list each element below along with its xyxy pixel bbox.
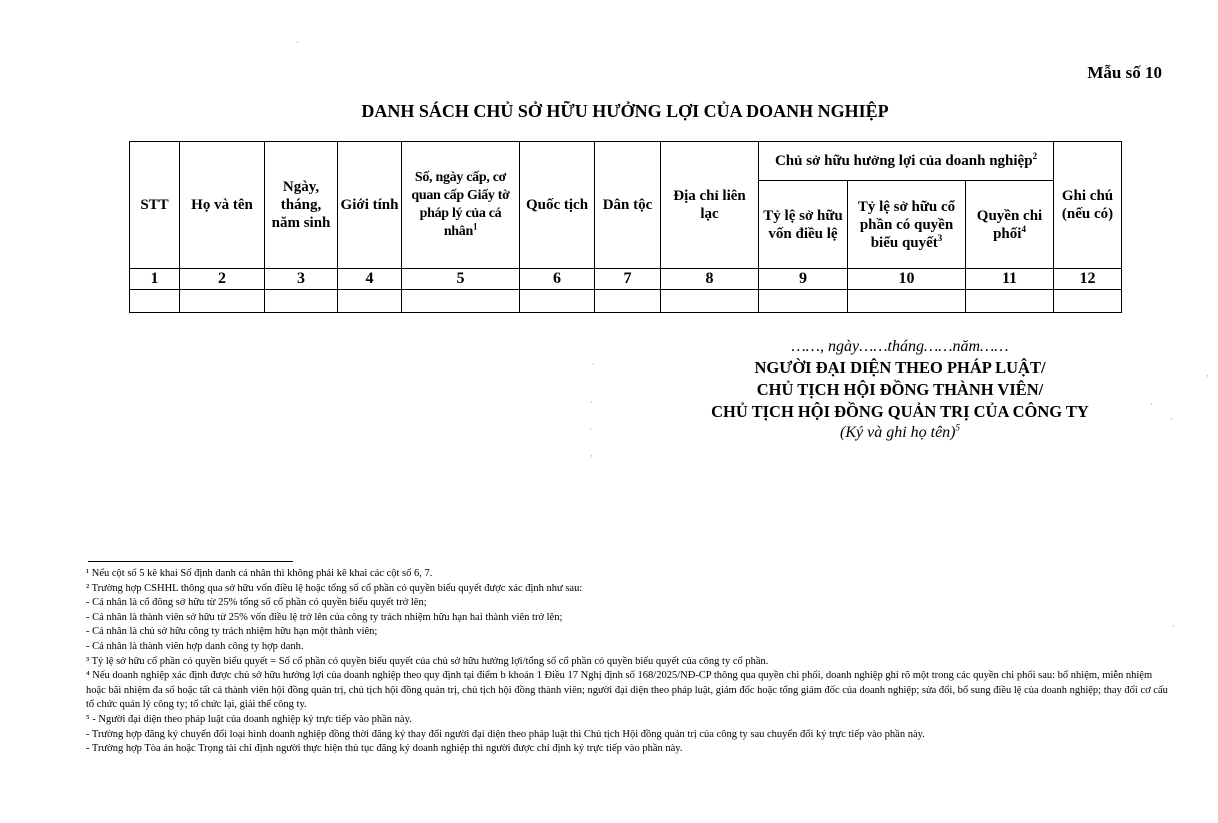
- table-row: [130, 290, 1122, 313]
- column-number: 4: [338, 269, 402, 290]
- footnote-ref: 5: [955, 422, 961, 433]
- column-number: 9: [759, 269, 848, 290]
- scan-speck: ·: [589, 425, 592, 435]
- column-number: 12: [1054, 269, 1122, 290]
- table-cell: [661, 290, 759, 313]
- header-notes: Ghi chú (nếu có): [1054, 142, 1122, 269]
- document-title: DANH SÁCH CHỦ SỞ HỮU HƯỞNG LỢI CỦA DOANH NGHIỆP: [361, 101, 889, 121]
- footnote: ¹ Nếu cột số 5 kê khai Số định danh cá nhân thì không phải kê khai các cột số 6, 7.: [86, 568, 433, 579]
- column-number: 8: [661, 269, 759, 290]
- header-control-right-label: Quyền chi phối: [976, 207, 1043, 242]
- footnote: ⁵ - Người đại diện theo pháp luật của doanh nghiệp ký trực tiếp vào phần này.: [86, 713, 412, 725]
- column-number: 5: [402, 269, 520, 290]
- table-cell: [130, 290, 180, 313]
- header-legal-document: [402, 142, 520, 269]
- scan-speck: ·: [590, 452, 593, 462]
- signature-instruction: [660, 423, 1140, 443]
- scan-speck: ·: [590, 398, 593, 408]
- footnote-ref: 4: [1021, 223, 1026, 234]
- header-row: [130, 142, 1122, 181]
- footnote: - Trường hợp đăng ký chuyển đổi loại hình doanh nghiệp đồng thời đăng ký thay đổi người đại diện theo pháp luật thì Chủ tịch Hội đồng quản trị của công ty sau chuyển đổi ký trực tiếp vào phần này.: [86, 728, 925, 740]
- column-number: 1: [130, 269, 180, 290]
- footnote: - Trường hợp Tòa án hoặc Trọng tài chỉ định người thực hiện thủ tục đăng ký doanh nghiệp thì người được chỉ định ký trực tiếp vào phần này.: [86, 743, 683, 755]
- scan-speck: ·: [1172, 622, 1175, 632]
- header-full-name: Họ và tên: [180, 142, 265, 269]
- footnote-ref: 2: [1032, 151, 1038, 161]
- column-number: 2: [180, 269, 265, 290]
- header-group-label: Chủ sở hữu hưởng lợi của doanh nghiệp: [774, 153, 1033, 169]
- header-stt: STT: [130, 142, 180, 269]
- header-ethnicity: Dân tộc: [595, 142, 661, 269]
- header-contact-address: Địa chỉ liên lạc: [661, 142, 759, 269]
- scan-speck: ·: [592, 360, 595, 370]
- column-number: 6: [520, 269, 595, 290]
- header-gender: Giới tính: [338, 142, 402, 269]
- table-cell: [966, 290, 1054, 313]
- signature-block: [660, 337, 1140, 443]
- scan-speck: ·: [1170, 415, 1173, 425]
- form-number: Mẫu số 10: [1087, 63, 1162, 82]
- header-voting-share-ratio: [848, 181, 966, 269]
- header-legal-document-label: Số, ngày cấp, cơ quan cấp Giấy tờ pháp lý của cá nhân: [411, 170, 510, 239]
- signer-role-line: CHỦ TỊCH HỘI ĐỒNG QUẢN TRỊ CỦA CÔNG TY: [711, 402, 1089, 421]
- scan-speck: ·: [1206, 372, 1209, 382]
- table-cell: [180, 290, 265, 313]
- column-number: 7: [595, 269, 661, 290]
- column-number: 11: [966, 269, 1054, 290]
- scan-speck: ·: [1150, 400, 1153, 410]
- footnote: - Cá nhân là cổ đông sở hữu từ 25% tổng số cổ phần có quyền biểu quyết trở lên;: [86, 597, 427, 609]
- header-control-right: [966, 181, 1054, 269]
- beneficial-owners-table: [129, 141, 1122, 313]
- column-number: 3: [265, 269, 338, 290]
- table-cell: [759, 290, 848, 313]
- scan-speck: ·: [296, 38, 299, 48]
- footnote: ² Trường hợp CSHHL thông qua sở hữu vốn điều lệ hoặc tổng số cổ phần có quyền biểu quyết được xác định như sau:: [86, 582, 583, 594]
- table-cell: [848, 290, 966, 313]
- footnote: - Cá nhân là chủ sở hữu công ty trách nhiệm hữu hạn một thành viên;: [86, 626, 378, 638]
- footnote: - Cá nhân là thành viên hợp danh công ty hợp danh.: [86, 640, 304, 652]
- footnote: ³ Tỷ lệ sở hữu cổ phần có quyền biểu quyết = Số cổ phần có quyền biểu quyết của chủ sở hữu hưởng lợi/tổng số cổ phần có quyền biểu quyết của công ty cổ phần.: [86, 655, 769, 667]
- header-voting-share-label: Tỷ lệ sở hữu cổ phần có quyền biểu quyết: [857, 198, 956, 251]
- header-capital-ratio: Tỷ lệ sở hữu vốn điều lệ: [759, 181, 848, 269]
- column-number-row: [130, 269, 1122, 290]
- table-cell: [338, 290, 402, 313]
- table-cell: [402, 290, 520, 313]
- signer-role-line: NGƯỜI ĐẠI DIỆN THEO PHÁP LUẬT/: [754, 358, 1046, 377]
- footnote: ⁴ Nếu doanh nghiệp xác định được chủ sở hữu hưởng lợi của doanh nghiệp theo quy định tại điểm b khoản 1 Điều 17 Nghị định số 168/2025/NĐ-CP thông qua quyền chi phối, doanh nghiệp ghi rõ một trong các quyền chi phối sau: bổ nhiệm, miễn nhiệm hoặc bãi nhiệm đa số hoặc tất cả thành viên hội đồng quản trị, chủ tịch hội đồng quản trị, chủ tịch hội đồng thành viên; người đại diện theo pháp luật, giám đốc hoặc tổng giám đốc của doanh nghiệp; sửa đổi, bổ sung điều lệ của doanh nghiệp; thay đổi cơ cấu tổ chức quản lý công ty; tổ chức lại, giải thể công ty.: [86, 670, 1168, 711]
- signer-role-line: CHỦ TỊCH HỘI ĐỒNG THÀNH VIÊN/: [756, 380, 1044, 399]
- footnote-ref: 3: [937, 232, 943, 243]
- footnote-ref: 1: [472, 221, 478, 232]
- column-number: 10: [848, 269, 966, 290]
- table-cell: [595, 290, 661, 313]
- header-birth-date: Ngày, tháng, năm sinh: [265, 142, 338, 269]
- header-beneficial-owner-group: [759, 142, 1054, 181]
- table-cell: [520, 290, 595, 313]
- header-nationality: Quốc tịch: [520, 142, 595, 269]
- footnote-divider: [88, 561, 293, 562]
- signature-instruction-label: (Ký và ghi họ tên): [839, 424, 956, 441]
- footnote: - Cá nhân là thành viên sở hữu từ 25% vốn điều lệ trở lên của công ty trách nhiệm hữu hạn hai thành viên trở lên;: [86, 611, 563, 623]
- footnotes: [86, 567, 1171, 757]
- table-cell: [1054, 290, 1122, 313]
- date-line: ……, ngày……tháng……năm……: [791, 338, 1009, 355]
- table-cell: [265, 290, 338, 313]
